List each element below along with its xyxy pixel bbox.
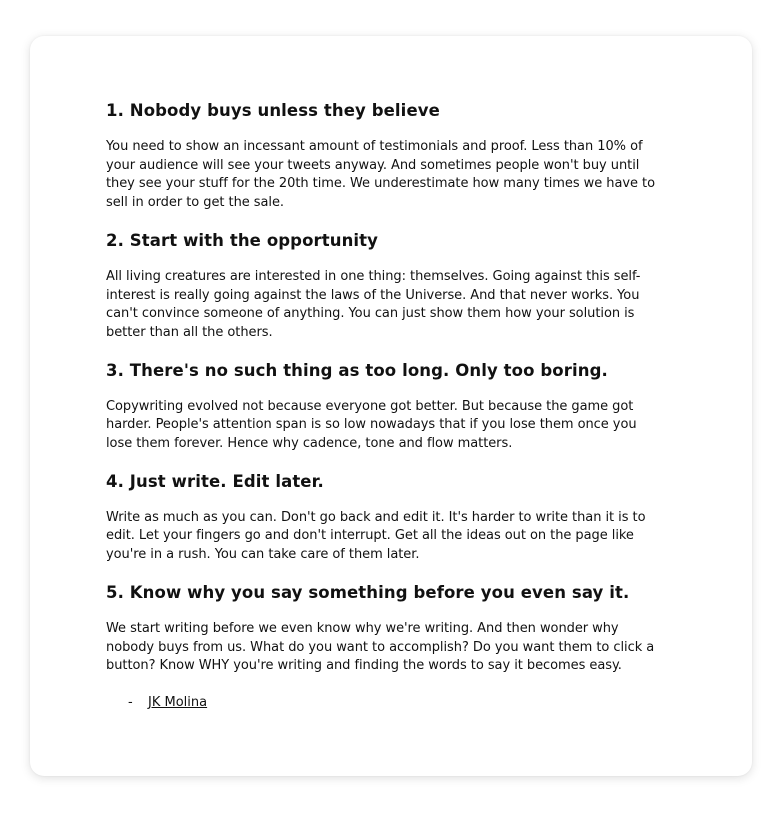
section-heading: 2. Start with the opportunity [106, 230, 379, 250]
section-body: You need to show an incessant amount of testimonials and proof. Less than 10% of your audience will see your tweets anyway. And sometimes people won't buy until they see your stuff for the 20th time. We underestimate how many times we have to sell in order to get the sale. [106, 139, 656, 211]
section-2 [106, 230, 666, 343]
section-heading: 4. Just write. Edit later. [106, 471, 324, 491]
author-link[interactable]: JK Molina [148, 694, 208, 710]
section-body: Write as much as you can. Don't go back and edit it. It's harder to write than it is to edit. Let your fingers go and don't interrupt. Get all the ideas out on the page like you're in a rush. You can take care of them later. [106, 509, 646, 563]
section-heading: 5. Know why you say something before you even say it. [106, 582, 630, 602]
section-heading: 1. Nobody buys unless they believe [106, 101, 440, 120]
section-4 [106, 471, 666, 565]
section-5 [106, 582, 666, 676]
section-3 [106, 360, 666, 454]
section-1 [106, 100, 666, 213]
section-body: We start writing before we even know why we're writing. And then wonder why nobody buys from us. What do you want to accomplish? Do you want them to click a button? Know WHY you're writing and finding the words to say it becomes easy. [106, 620, 655, 674]
section-body: Copywriting evolved not because everyone got better. But because the game got harder. People's attention span is so low nowadays that if you lose them once you lose them forever. Hence why cadence, tone and flow matters. [106, 398, 637, 452]
signature-dash: - [128, 694, 133, 710]
signature [106, 693, 666, 713]
section-body: All living creatures are interested in one thing: themselves. Going against this self-interest is really going against the laws of the Universe. And that never works. You can't convince someone of anything. You can just show them how your solution is better than all the others. [106, 268, 641, 340]
section-heading: 3. There's no such thing as too long. Only too boring. [106, 360, 608, 380]
content-card [30, 36, 752, 776]
